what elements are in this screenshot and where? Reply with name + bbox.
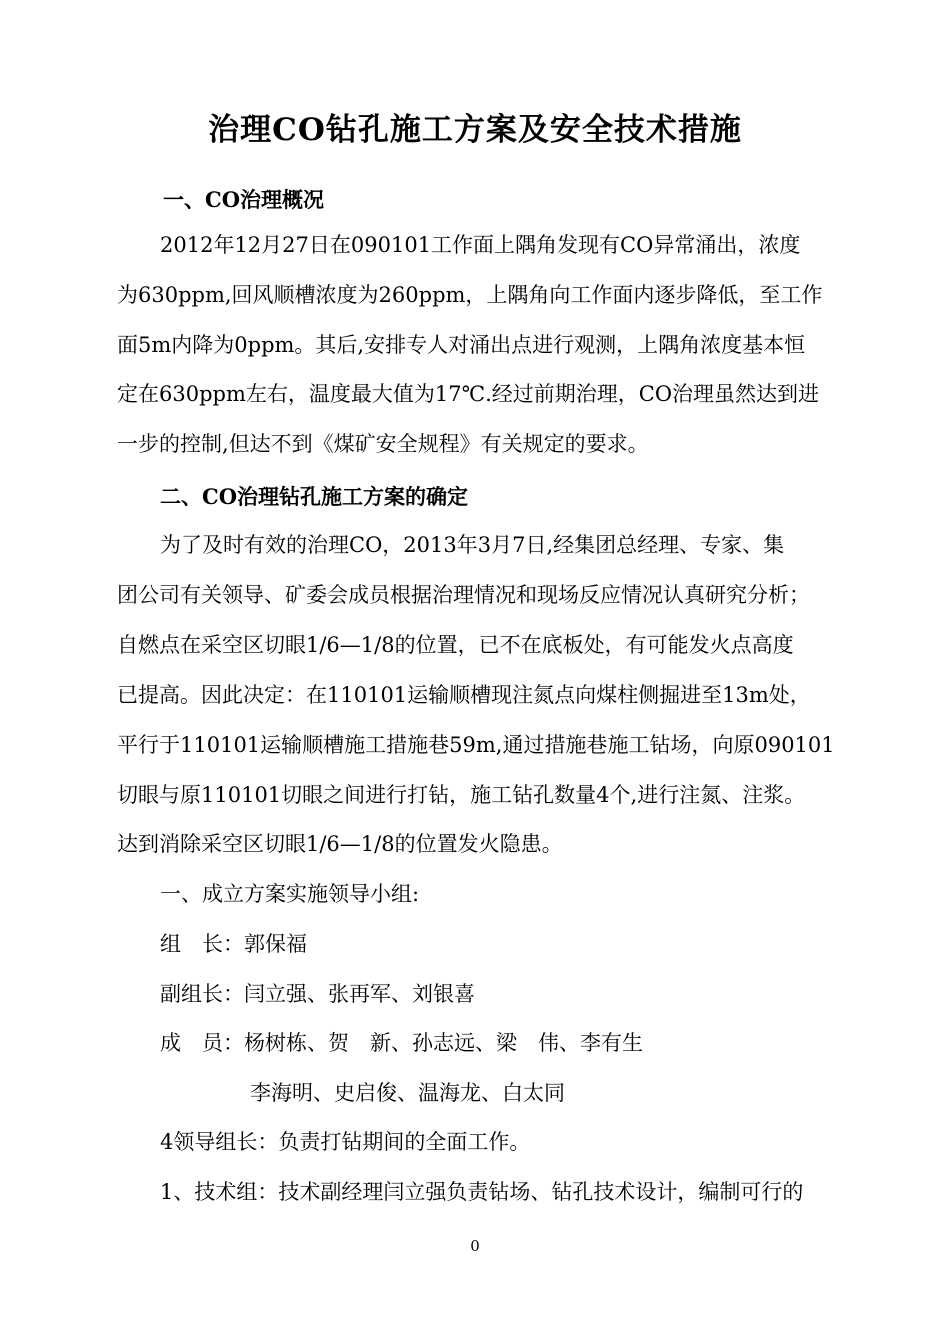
group-leader: 组 长：郭保福	[160, 932, 307, 956]
document-title: 治理CO钻孔施工方案及安全技术措施	[208, 112, 742, 148]
paragraph-line: 自燃点在采空区切眼1/6—1/8的位置，已不在底板处，有可能发火点高度	[117, 633, 794, 657]
paragraph-line: 为了及时有效的治理CO，2013年3月7日,经集团总经理、专家、集	[160, 533, 785, 557]
paragraph-line: 切眼与原110101切眼之间进行打钻，施工钻孔数量4个,进行注氮、注浆。	[117, 783, 806, 807]
paragraph-line: 面5m内降为0ppm。其后,安排专人对涌出点进行观测，上隅角浓度基本恒	[117, 333, 806, 357]
group-members-continued: 李海明、史启俊、温海龙、白太同	[250, 1081, 565, 1105]
paragraph-line: 一步的控制,但达不到《煤矿安全规程》有关规定的要求。	[117, 432, 649, 456]
page-number: 0	[470, 1237, 480, 1255]
duty-leader: 4领导组长：负责打钻期间的全面工作。	[160, 1130, 531, 1154]
paragraph-line: 团公司有关领导、矿委会成员根据治理情况和现场反应情况认真研究分析；	[117, 583, 810, 607]
section-heading-drilling-plan: 二、CO治理钻孔施工方案的确定	[160, 484, 469, 509]
section-heading-co-overview: 一、CO治理概况	[163, 187, 325, 212]
group-heading: 一、成立方案实施领导小组:	[160, 882, 420, 906]
duty-technical-group: 1、技术组：技术副经理闫立强负责钻场、钻孔技术设计，编制可行的	[160, 1180, 804, 1204]
paragraph-line: 已提高。因此决定：在110101运输顺槽现注氮点向煤柱侧掘进至13m处，	[117, 683, 811, 707]
paragraph-line: 达到消除采空区切眼1/6—1/8的位置发火隐患。	[117, 832, 563, 856]
paragraph-line: 定在630ppm左右，温度最大值为17℃.经过前期治理，CO治理虽然达到进	[117, 382, 820, 406]
paragraph-line: 2012年12月27日在090101工作面上隅角发现有CO异常涌出，浓度	[160, 233, 801, 257]
group-deputy: 副组长：闫立强、张再军、刘银喜	[160, 982, 475, 1006]
group-members: 成 员：杨树栋、贺 新、孙志远、梁 伟、李有生	[160, 1031, 643, 1055]
paragraph-line: 平行于110101运输顺槽施工措施巷59m,通过措施巷施工钻场，向原090101	[117, 733, 835, 757]
paragraph-line: 为630ppm,回风顺槽浓度为260ppm，上隅角向工作面内逐步降低，至工作	[117, 283, 823, 307]
